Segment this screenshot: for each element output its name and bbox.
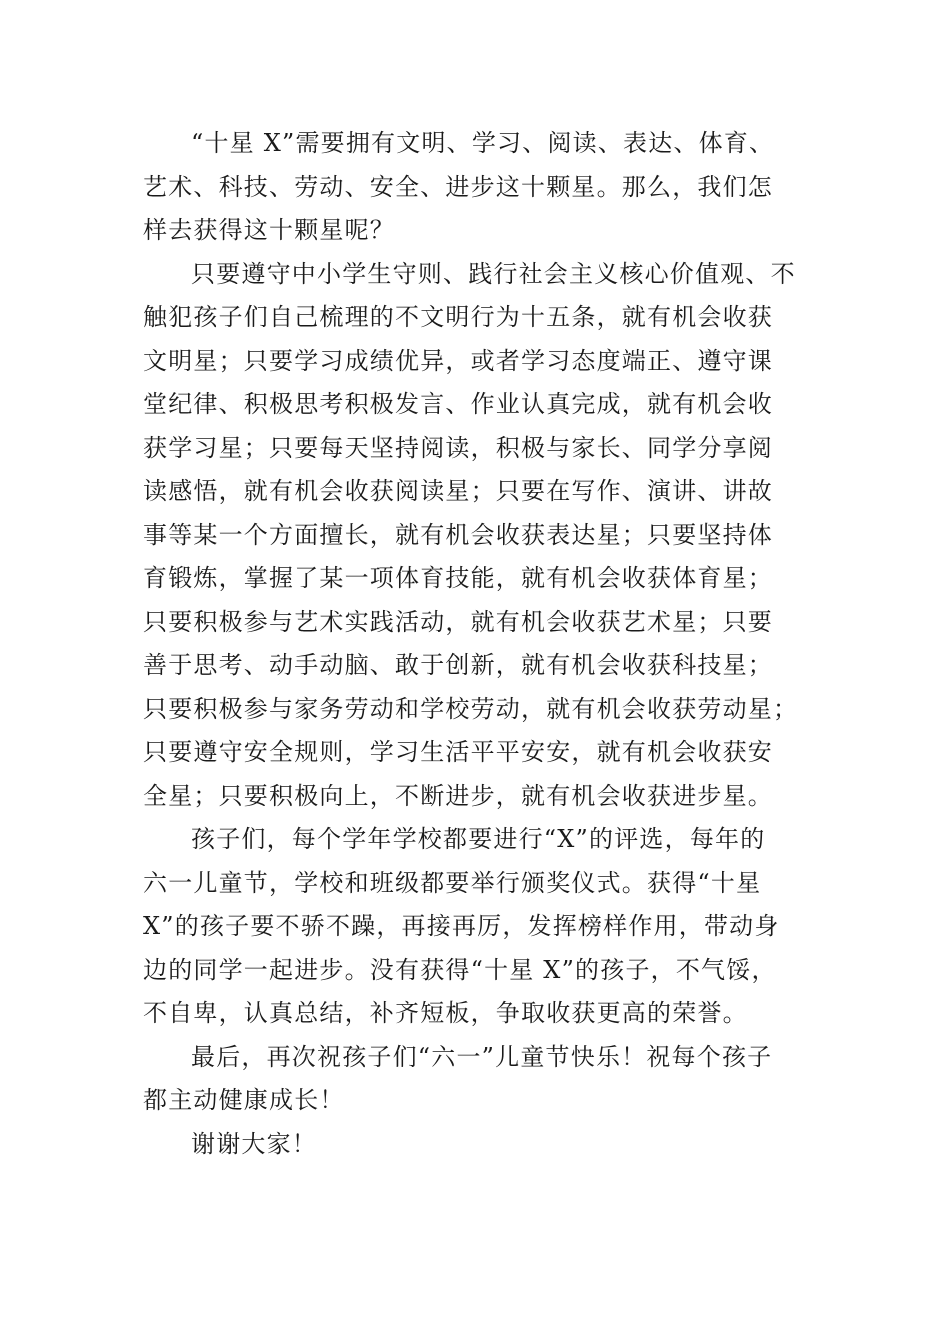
paragraph-line: 育锻炼，掌握了某一项体育技能，就有机会收获体育星； — [143, 564, 773, 592]
paragraph-line: 获学习星；只要每天坚持阅读，积极与家长、同学分享阅 — [143, 433, 773, 462]
paragraph-line: 只要遵守安全规则，学习生活平平安安，就有机会收获安 — [143, 738, 773, 766]
paragraph-line: “十星 X”需要拥有文明、学习、阅读、表达、体育、 — [191, 129, 775, 157]
paragraph-line: 只要遵守中小学生守则、践行社会主义核心价值观、不 — [191, 259, 796, 288]
paragraph-line: X”的孩子要不骄不躁，再接再厉，发挥榜样作用，带动身 — [143, 912, 780, 940]
paragraph-line: 全星；只要积极向上，不断进步，就有机会收获进步星。 — [143, 781, 773, 810]
paragraph-line: 艺术、科技、劳动、安全、进步这十颗星。那么，我们怎 — [143, 172, 773, 201]
paragraph-line: 最后，再次祝孩子们“六一”儿童节快乐！祝每个孩子 — [191, 1042, 773, 1071]
paragraph-line: 读感悟，就有机会收获阅读星；只要在写作、演讲、讲故 — [143, 477, 773, 505]
paragraph-line: 善于思考、动手动脑、敢于创新，就有机会收获科技星； — [143, 651, 773, 679]
paragraph-line: 事等某一个方面擅长，就有机会收获表达星；只要坚持体 — [143, 520, 773, 549]
paragraph-line: 不自卑，认真总结，补齐短板，争取收获更高的荣誉。 — [143, 999, 748, 1027]
paragraph-line: 谢谢大家！ — [191, 1129, 317, 1158]
paragraph-line: 都主动健康成长！ — [143, 1086, 345, 1114]
paragraph-line: 只要积极参与艺术实践活动，就有机会收获艺术星；只要 — [143, 607, 773, 636]
paragraph-line: 只要积极参与家务劳动和学校劳动，就有机会收获劳动星； — [143, 694, 799, 723]
paragraph-line: 堂纪律、积极思考积极发言、作业认真完成，就有机会收 — [143, 390, 773, 418]
paragraph-line: 样去获得这十颗星呢？ — [143, 216, 395, 244]
paragraph-line: 文明星；只要学习成绩优异，或者学习态度端正、遵守课 — [143, 346, 773, 375]
document-body — [143, 122, 803, 1166]
paragraph-line: 孩子们，每个学年学校都要进行“X”的评选，每年的 — [191, 825, 766, 853]
paragraph-line: 六一儿童节，学校和班级都要举行颁奖仪式。获得“十星 — [143, 868, 762, 897]
paragraph-line: 触犯孩子们自己梳理的不文明行为十五条，就有机会收获 — [143, 303, 773, 331]
paragraph-line: 边的同学一起进步。没有获得“十星 X”的孩子，不气馁， — [143, 955, 777, 984]
